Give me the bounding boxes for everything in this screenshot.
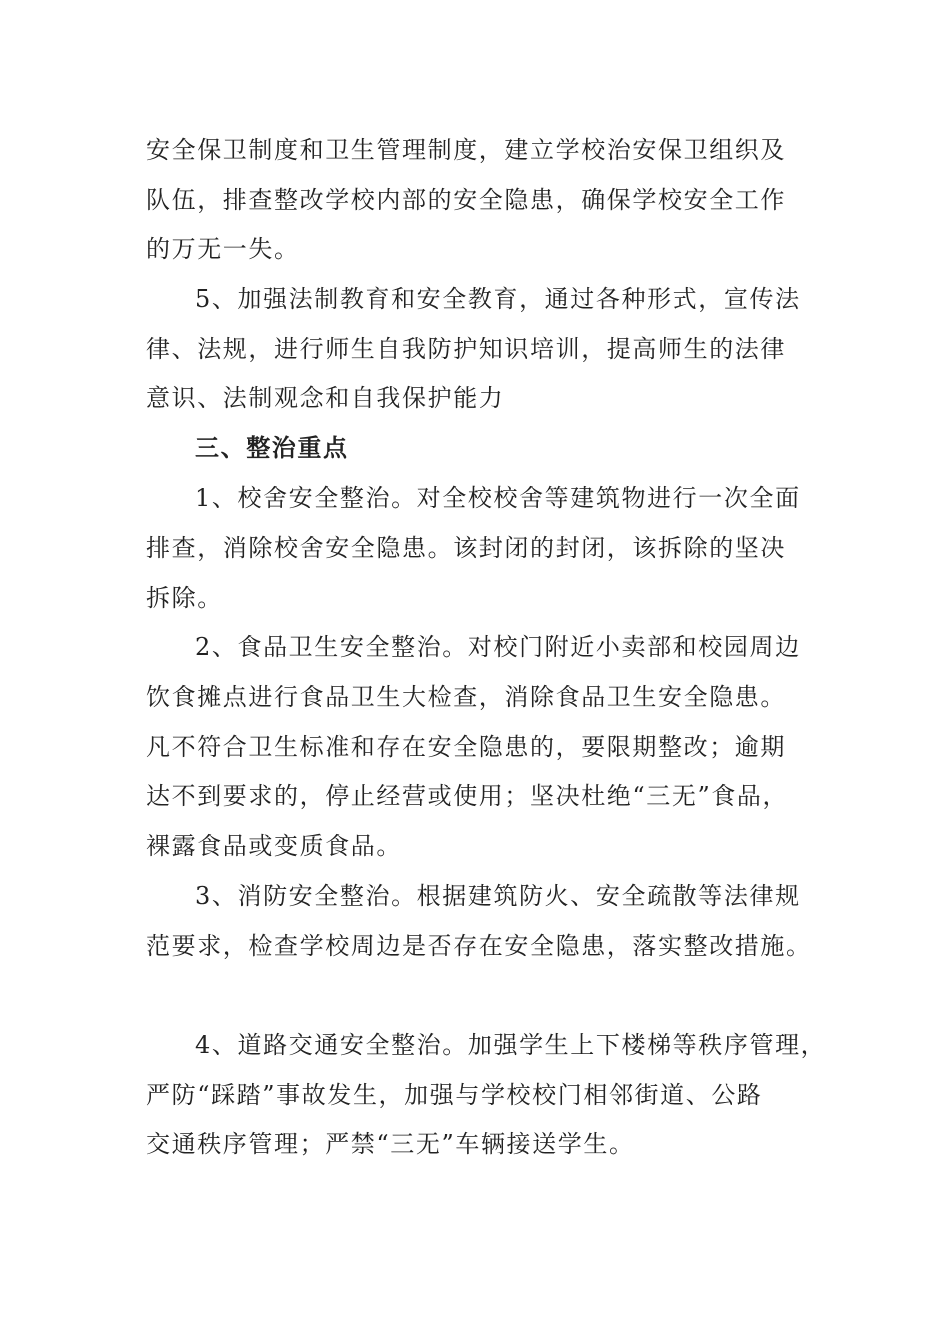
- paragraph-line: 范要求，检查学校周边是否存在安全隐患，落实整改措施。: [146, 932, 812, 960]
- paragraph-line: 的万无一失。: [146, 235, 300, 263]
- paragraph-line: 1、校舍安全整治。对全校校舍等建筑物进行一次全面: [195, 484, 801, 512]
- paragraph-line: 4、道路交通安全整治。加强学生上下楼梯等秩序管理，: [195, 1031, 827, 1059]
- paragraph-line: 达不到要求的，停止经营或使用；坚决杜绝“三无”食品，: [146, 782, 789, 810]
- paragraph-line: 队伍，排查整改学校内部的安全隐患，确保学校安全工作: [146, 186, 786, 214]
- paragraph-line: 严防“踩踏”事故发生，加强与学校校门相邻街道、公路: [146, 1081, 763, 1109]
- paragraph-line: 凡不符合卫生标准和存在安全隐患的，要限期整改；逾期: [146, 733, 786, 761]
- paragraph-line: 3、消防安全整治。根据建筑防火、安全疏散等法律规: [195, 882, 801, 910]
- paragraph-line: 拆除。: [146, 584, 223, 612]
- paragraph-line: 律、法规，进行师生自我防护知识培训，提高师生的法律: [146, 335, 786, 363]
- paragraph-line: 意识、法制观念和自我保护能力: [146, 384, 505, 412]
- paragraph-line: 安全保卫制度和卫生管理制度，建立学校治安保卫组织及: [146, 136, 786, 164]
- paragraph-line: 交通秩序管理；严禁“三无”车辆接送学生。: [146, 1130, 635, 1158]
- paragraph-line: 裸露食品或变质食品。: [146, 832, 402, 860]
- paragraph-line: 2、食品卫生安全整治。对校门附近小卖部和校园周边: [195, 633, 801, 661]
- paragraph-line: 饮食摊点进行食品卫生大检查，消除食品卫生安全隐患。: [146, 683, 786, 711]
- section-heading: 三、整治重点: [195, 433, 349, 462]
- paragraph-line: 排查，消除校舍安全隐患。该封闭的封闭，该拆除的坚决: [146, 534, 786, 562]
- paragraph-line: 5、加强法制教育和安全教育，通过各种形式，宣传法: [195, 285, 801, 313]
